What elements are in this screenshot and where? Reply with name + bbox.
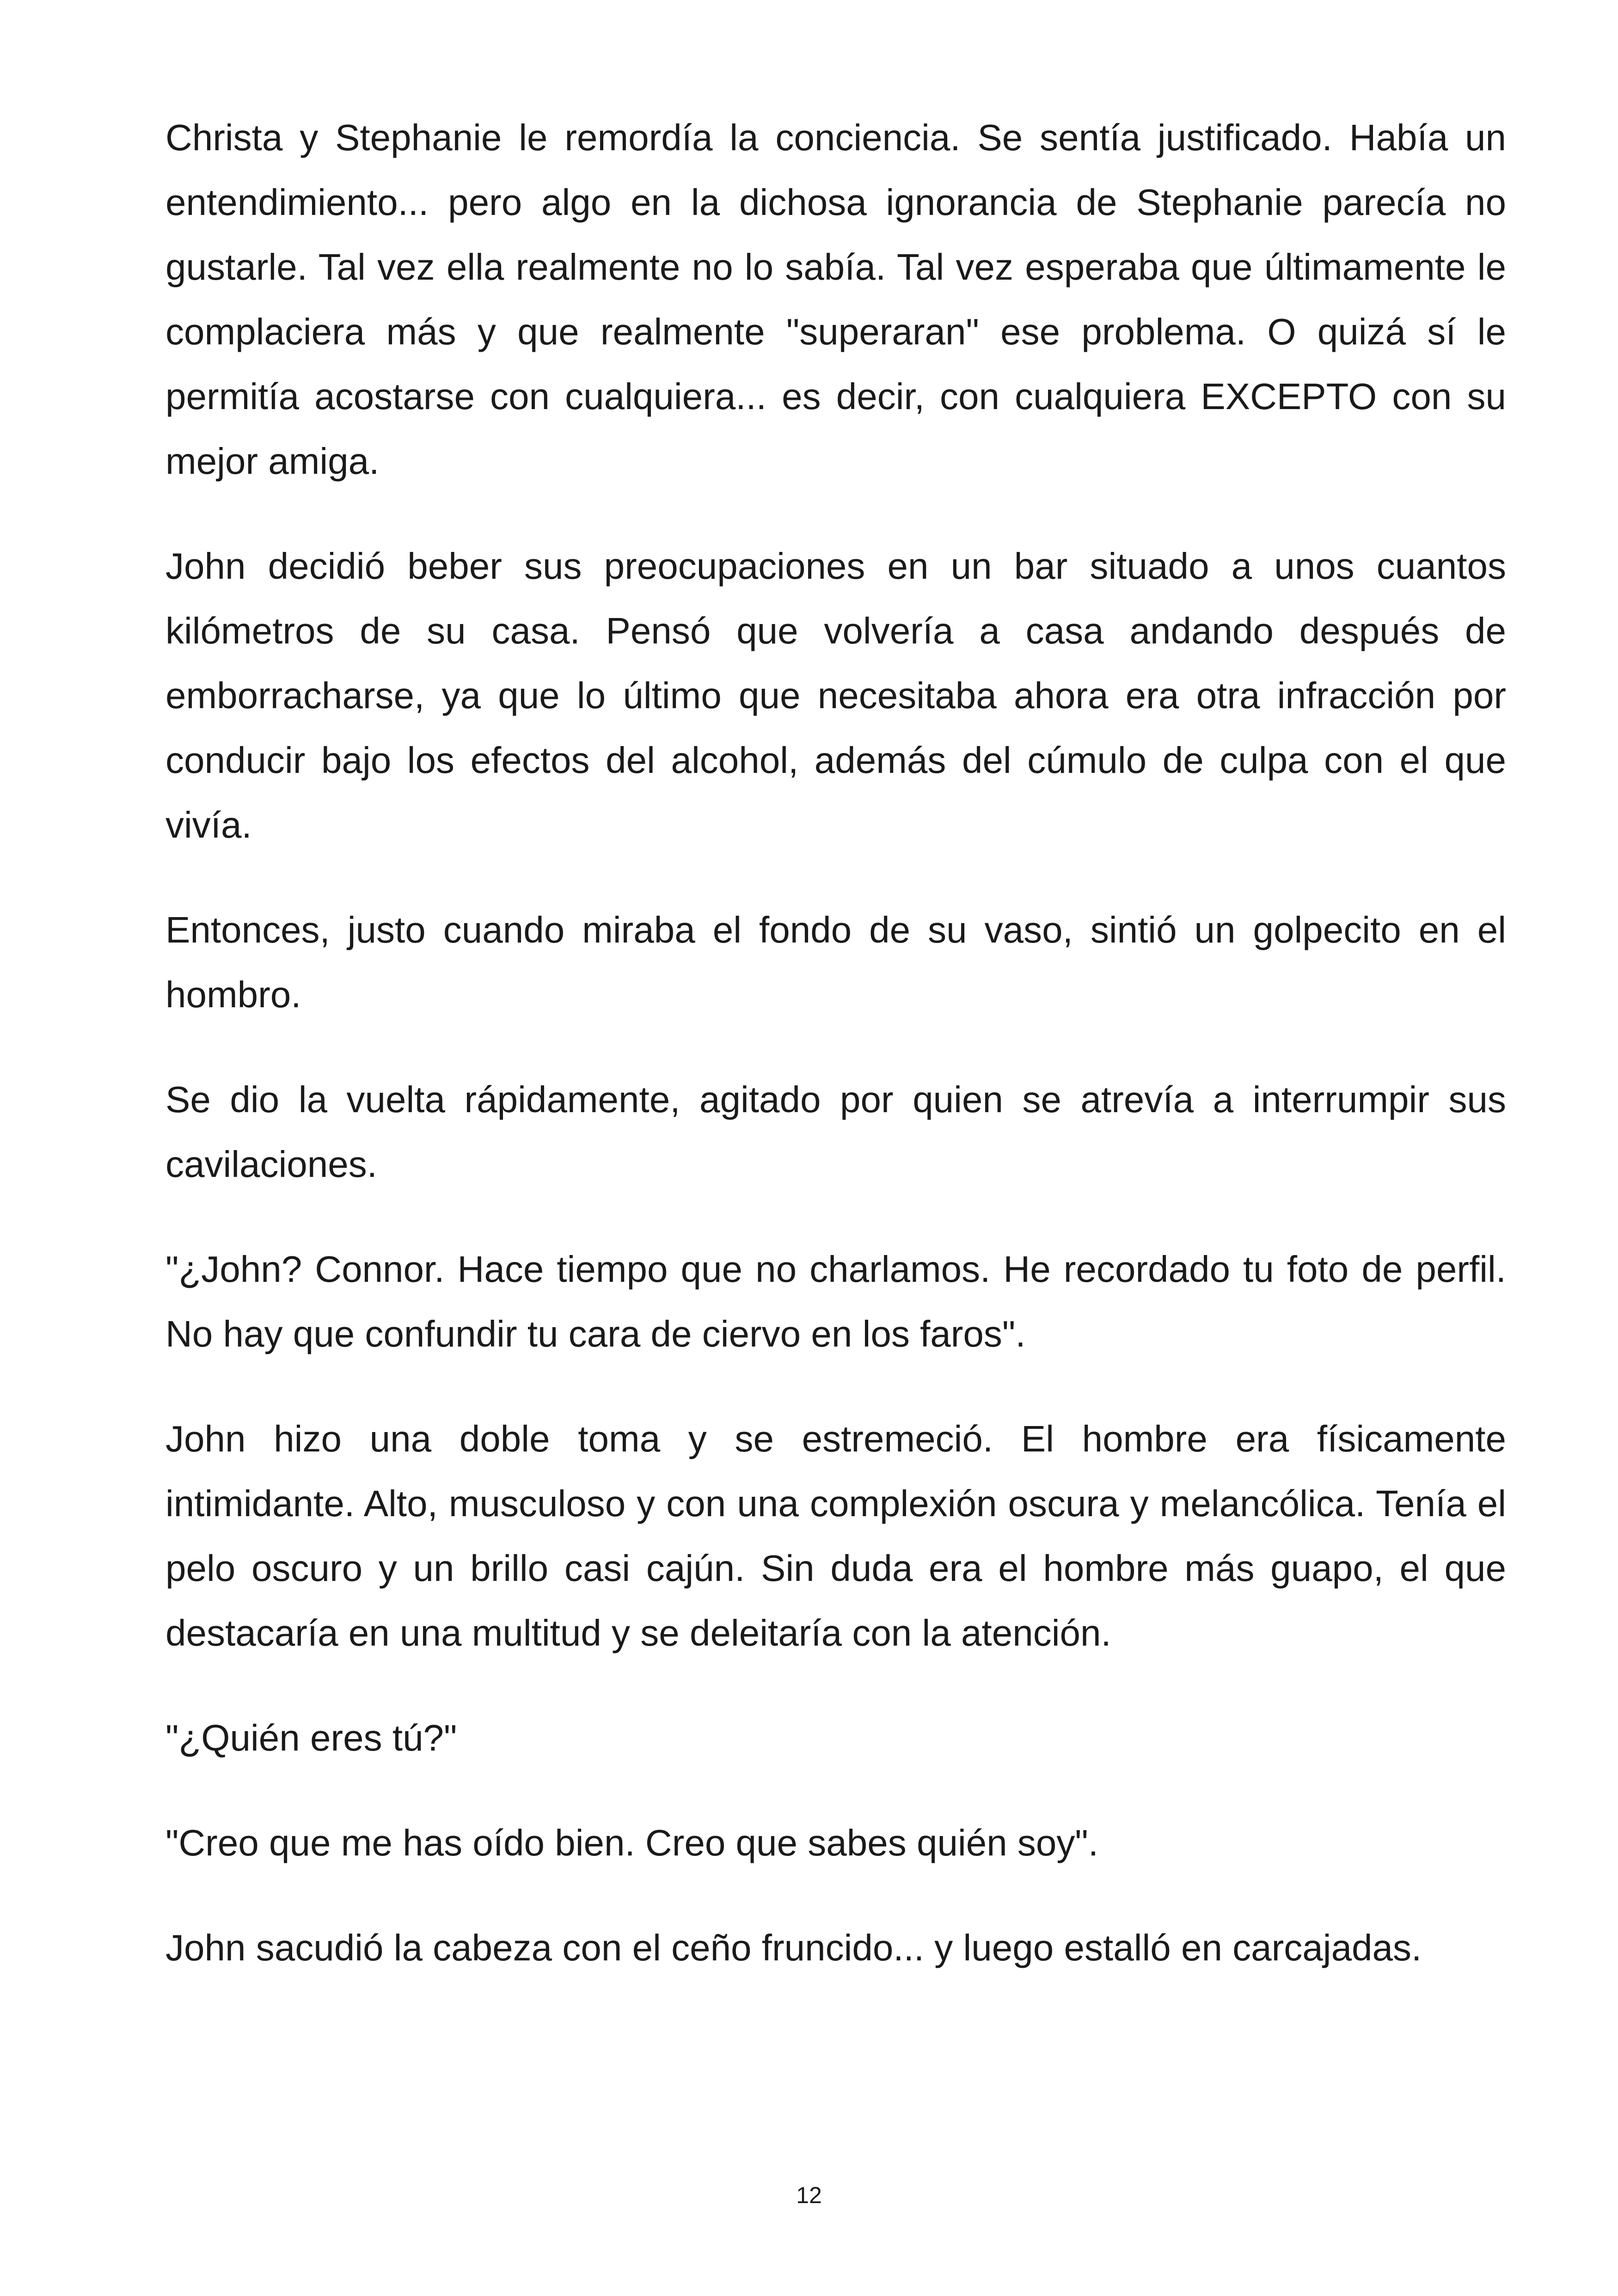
paragraph-6: John hizo una doble toma y se estremeció. El hombre era físicamente intimidante. Alto, musculoso y con una complexión oscura y melancólica. Tenía el pelo oscuro y un brillo casi cajún. Sin duda era el hombre más guapo, el que destacaría en una multitud y se deleitaría con la atención. bbox=[165, 1418, 1506, 1653]
paragraph-3: Entonces, justo cuando miraba el fondo de su vaso, sintió un golpecito en el hombro. bbox=[165, 909, 1506, 1015]
paragraph-2: John decidió beber sus preocupaciones en un bar situado a unos cuantos kilómetros de su casa. Pensó que volvería a casa andando después de emborracharse, ya que lo último que necesitaba ahora era otra infracción por conducir bajo los efectos del alcohol, además del cúmulo de culpa con el que vivía. bbox=[165, 545, 1506, 845]
paragraph-1: Christa y Stephanie le remordía la conciencia. Se sentía justificado. Había un entendimiento... pero algo en la dichosa ignorancia de Stephanie parecía no gustarle. Tal vez ella realmente no lo sabía. Tal vez esperaba que últimamente le complaciera más y que realmente "superaran" ese problema. O quizá sí le permitía acostarse con cualquiera... es decir, con cualquiera EXCEPTO con su mejor amiga. bbox=[165, 117, 1506, 482]
body-text bbox=[165, 105, 1506, 2020]
page-number: 12 bbox=[796, 2182, 822, 2208]
paragraph-7: "¿Quién eres tú?" bbox=[165, 1717, 457, 1758]
paragraph-4: Se dio la vuelta rápidamente, agitado por quien se atrevía a interrumpir sus cavilaciones. bbox=[165, 1079, 1506, 1185]
paragraph-5: "¿John? Connor. Hace tiempo que no charlamos. He recordado tu foto de perfil. No hay que confundir tu cara de ciervo en los faros". bbox=[165, 1249, 1506, 1354]
paragraph-9: John sacudió la cabeza con el ceño fruncido... y luego estalló en carcajadas. bbox=[165, 1927, 1422, 1968]
paragraph-8: "Creo que me has oído bien. Creo que sabes quién soy". bbox=[165, 1822, 1099, 1863]
